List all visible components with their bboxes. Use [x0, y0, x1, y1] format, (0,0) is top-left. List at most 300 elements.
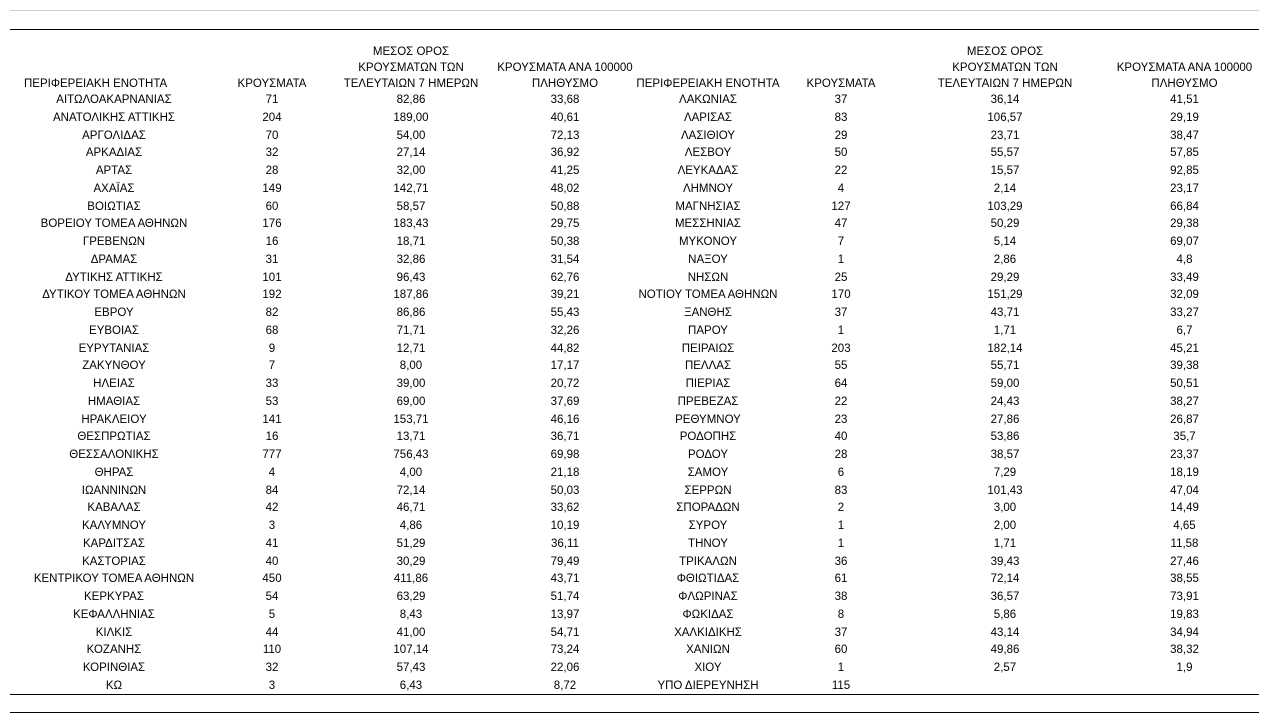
- table-row: [10, 483, 1259, 501]
- right-avg7-cell: 1,71: [993, 324, 1017, 337]
- left-per100k-cell: 33,68: [550, 94, 580, 106]
- left-avg7-cell: 51,29: [396, 537, 426, 550]
- left-cases-cell: 5: [268, 608, 276, 621]
- right-region-cell: ΡΟΔΟΠΗΣ: [679, 431, 737, 444]
- left-cases-cell: 141: [262, 413, 282, 426]
- left-region-cell: ΘΕΣΠΡΩΤΙΑΣ: [77, 431, 151, 444]
- right-avg7-cell: 50,29: [990, 218, 1020, 231]
- left-per100k-cell: 50,03: [550, 484, 580, 497]
- right-per100k-cell: 45,21: [1170, 342, 1199, 355]
- right-avg7-cell: 36,57: [990, 591, 1020, 603]
- left-avg7-cell: 69,00: [396, 395, 426, 408]
- left-avg7-cell: 8,43: [399, 608, 423, 621]
- right-per100k-cell: 69,07: [1170, 236, 1199, 248]
- left-cases-cell: 70: [265, 129, 279, 142]
- header-region-right: ΠΕΡΙΦΕΡΕΙΑΚΗ ΕΝΟΤΗΤΑ: [636, 78, 780, 90]
- left-avg7-cell: 107,14: [393, 644, 429, 657]
- right-cases-cell: 36: [834, 555, 848, 568]
- left-avg7-cell: 4,86: [399, 520, 423, 532]
- header-region-left: ΠΕΡΙΦΕΡΕΙΑΚΗ ΕΝΟΤΗΤΑ: [24, 78, 168, 90]
- left-per100k-cell: 48,02: [550, 182, 580, 195]
- left-region-cell: ΒΟΙΩΤΙΑΣ: [87, 200, 141, 213]
- left-avg7-cell: 153,71: [393, 413, 429, 426]
- header-per100k-right-line2: ΠΛΗΘΥΣΜΟ: [1151, 78, 1218, 90]
- left-per100k-cell: 62,76: [550, 271, 580, 284]
- left-avg7-cell: 58,57: [396, 200, 426, 213]
- left-cases-cell: 41: [265, 537, 279, 550]
- left-per100k-cell: 73,24: [550, 644, 580, 657]
- left-per100k-cell: 29,75: [550, 218, 580, 231]
- left-per100k-cell: 79,49: [550, 555, 580, 568]
- right-cases-cell: 1: [837, 662, 845, 674]
- right-cases-cell: 170: [831, 289, 851, 302]
- right-cases-cell: 6: [837, 466, 845, 479]
- table-row: [10, 287, 1259, 305]
- right-per100k-cell: 38,32: [1170, 644, 1199, 657]
- right-region-cell: ΦΛΩΡΙΝΑΣ: [678, 591, 738, 603]
- right-avg7-cell: 38,57: [990, 449, 1020, 461]
- right-per100k-cell: 66,84: [1170, 200, 1199, 213]
- right-region-cell: ΥΠΟ ΔΙΕΡΕΥΝΗΣΗ: [657, 679, 759, 692]
- right-cases-cell: 1: [837, 324, 845, 337]
- right-region-cell: ΧΑΛΚΙΔΙΚΗΣ: [674, 626, 742, 639]
- left-cases-cell: 42: [265, 502, 279, 515]
- right-avg7-cell: 2,57: [993, 662, 1017, 674]
- left-cases-cell: 9: [268, 342, 276, 355]
- table-row: [10, 536, 1259, 554]
- header-per100k-left-line2: ΠΛΗΘΥΣΜΟ: [531, 78, 599, 90]
- right-avg7-cell: 39,43: [990, 555, 1020, 568]
- right-avg7-cell: 2,14: [993, 182, 1017, 195]
- left-region-cell: ΚΑΡΔΙΤΣΑΣ: [83, 537, 145, 550]
- left-avg7-cell: 41,00: [396, 626, 426, 639]
- right-avg7-cell: 49,86: [990, 644, 1020, 657]
- table-row: [10, 607, 1259, 625]
- right-cases-cell: 38: [834, 591, 848, 603]
- right-avg7-cell: 103,29: [987, 200, 1023, 213]
- left-avg7-cell: 82,86: [396, 94, 426, 106]
- right-region-cell: ΜΥΚΟΝΟΥ: [678, 236, 738, 248]
- table-row: [10, 305, 1259, 323]
- left-cases-cell: 110: [262, 644, 282, 657]
- left-region-cell: ΗΜΑΘΙΑΣ: [87, 395, 141, 408]
- left-per100k-cell: 10,19: [550, 520, 580, 532]
- right-cases-cell: 2: [837, 502, 845, 515]
- right-avg7-cell: 106,57: [987, 111, 1023, 124]
- right-cases-cell: 47: [834, 218, 848, 231]
- right-per100k-cell: 38,47: [1170, 129, 1199, 142]
- right-avg7-cell: 1,71: [993, 537, 1017, 550]
- right-cases-cell: 4: [837, 182, 845, 195]
- left-region-cell: ΑΝΑΤΟΛΙΚΗΣ ΑΤΤΙΚΗΣ: [52, 111, 175, 124]
- left-avg7-cell: 756,43: [393, 449, 429, 461]
- left-region-cell: ΒΟΡΕΙΟΥ ΤΟΜΕΑ ΑΘΗΝΩΝ: [40, 218, 188, 231]
- left-region-cell: ΘΕΣΣΑΛΟΝΙΚΗΣ: [69, 449, 159, 461]
- left-avg7-cell: 39,00: [396, 378, 426, 390]
- table-row: [10, 128, 1259, 146]
- right-per100k-cell: 57,85: [1170, 147, 1199, 160]
- left-avg7-cell: 57,43: [396, 662, 426, 674]
- right-region-cell: ΛΗΜΝΟΥ: [682, 182, 734, 195]
- right-region-cell: ΤΡΙΚΑΛΩΝ: [679, 555, 737, 568]
- left-avg7-cell: 411,86: [393, 573, 429, 586]
- left-per100k-cell: 36,92: [550, 147, 580, 160]
- right-avg7-cell: 2,00: [993, 520, 1017, 532]
- left-region-cell: ΚΟΖΑΝΗΣ: [86, 644, 142, 657]
- left-cases-cell: 82: [265, 307, 279, 319]
- left-avg7-cell: 46,71: [396, 502, 426, 515]
- table-row: [10, 642, 1259, 660]
- left-per100k-cell: 32,26: [550, 324, 580, 337]
- left-cases-cell: 54: [265, 591, 279, 603]
- right-per100k-cell: 73,91: [1170, 591, 1199, 603]
- header-avg-left-line3: ΤΕΛΕΥΤΑΙΩΝ 7 ΗΜΕΡΩΝ: [343, 78, 479, 90]
- left-avg7-cell: 12,71: [396, 342, 426, 355]
- left-avg7-cell: 8,00: [399, 360, 423, 373]
- left-avg7-cell: 63,29: [396, 591, 426, 603]
- left-cases-cell: 53: [265, 395, 279, 408]
- table-row: [10, 92, 1259, 110]
- header-per100k-right: [1110, 40, 1259, 92]
- left-region-cell: ΑΡΓΟΛΙΔΑΣ: [82, 129, 146, 142]
- left-per100k-cell: 20,72: [550, 378, 580, 390]
- right-per100k-cell: [1110, 678, 1259, 696]
- right-cases-cell: 37: [834, 307, 848, 319]
- right-cases-cell: 1: [837, 520, 845, 532]
- right-cases-cell: 1: [837, 253, 845, 266]
- left-per100k-cell: 31,54: [550, 253, 580, 266]
- header-avg-right-line2: ΚΡΟΥΣΜΑΤΩΝ ΤΩΝ: [952, 62, 1058, 74]
- left-region-cell: ΚΕΦΑΛΛΗΝΙΑΣ: [73, 608, 155, 621]
- header-avg-right-line1: ΜΕΣΟΣ ΟΡΟΣ: [966, 46, 1044, 58]
- left-cases-cell: 40: [265, 555, 279, 568]
- left-cases-cell: 31: [265, 253, 279, 266]
- table-row: [10, 181, 1259, 199]
- right-avg7-cell: 182,14: [987, 342, 1023, 355]
- table-row: [10, 589, 1259, 607]
- left-per100k-cell: 22,06: [550, 662, 580, 674]
- left-avg7-cell: 32,86: [396, 253, 426, 266]
- right-region-cell: ΤΗΝΟΥ: [688, 537, 728, 550]
- right-avg7-cell: 36,14: [990, 94, 1020, 106]
- left-region-cell: ΚΑΣΤΟΡΙΑΣ: [82, 555, 146, 568]
- left-cases-cell: 204: [262, 111, 282, 124]
- left-per100k-cell: 50,88: [550, 200, 580, 213]
- left-per100k-cell: 72,13: [550, 129, 580, 142]
- right-per100k-cell: 38,27: [1170, 395, 1199, 408]
- right-cases-cell: 61: [834, 573, 848, 586]
- left-avg7-cell: 6,43: [399, 679, 423, 692]
- left-per100k-cell: 69,98: [550, 449, 580, 461]
- right-per100k-cell: 32,09: [1170, 289, 1199, 302]
- left-cases-cell: 3: [268, 520, 276, 532]
- right-per100k-cell: 39,38: [1170, 360, 1199, 373]
- table-row: [10, 412, 1259, 430]
- left-cases-cell: 16: [265, 431, 279, 444]
- right-region-cell: ΧΙΟΥ: [694, 662, 722, 674]
- left-cases-cell: 60: [265, 200, 279, 213]
- table-row: [10, 465, 1259, 483]
- left-cases-cell: 4: [268, 466, 276, 479]
- right-per100k-cell: 26,87: [1170, 413, 1199, 426]
- table-row: [10, 554, 1259, 572]
- right-per100k-cell: 18,19: [1170, 466, 1199, 479]
- table-row: [10, 234, 1259, 252]
- left-avg7-cell: 72,14: [396, 484, 426, 497]
- right-cases-cell: 28: [834, 449, 848, 461]
- right-per100k-cell: 29,38: [1170, 218, 1199, 231]
- table-row: [10, 518, 1259, 536]
- left-cases-cell: 44: [265, 626, 279, 639]
- left-region-cell: ΔΥΤΙΚΟΥ ΤΟΜΕΑ ΑΘΗΝΩΝ: [42, 289, 186, 302]
- left-cases-cell: 176: [262, 218, 282, 231]
- right-avg7-cell: [900, 678, 1110, 696]
- left-cases-cell: 16: [265, 236, 279, 248]
- right-region-cell: ΝΗΣΩΝ: [687, 271, 729, 284]
- right-region-cell: ΛΑΡΙΣΑΣ: [683, 111, 733, 124]
- right-per100k-cell: 35,7: [1173, 431, 1196, 444]
- table-row: [10, 358, 1259, 376]
- left-per100k-cell: 44,82: [550, 342, 580, 355]
- left-per100k-cell: 8,72: [553, 679, 577, 692]
- left-cases-cell: 777: [262, 449, 282, 461]
- right-avg7-cell: 3,00: [993, 502, 1017, 515]
- header-per100k-right-line1: ΚΡΟΥΣΜΑΤΑ ΑΝΑ 100000: [1116, 62, 1253, 74]
- right-per100k-cell: 23,37: [1170, 449, 1199, 461]
- right-cases-cell: 37: [834, 94, 848, 106]
- left-cases-cell: 3: [268, 679, 276, 692]
- right-per100k-cell: 38,55: [1170, 573, 1199, 586]
- left-avg7-cell: 142,71: [393, 182, 429, 195]
- left-region-cell: ΓΡΕΒΕΝΩΝ: [82, 236, 146, 248]
- left-cases-cell: 32: [265, 147, 279, 160]
- right-cases-cell: 83: [834, 484, 848, 497]
- table-row: [10, 394, 1259, 412]
- right-region-cell: ΛΕΥΚΑΔΑΣ: [677, 165, 739, 177]
- right-cases-cell: 7: [837, 236, 845, 248]
- right-per100k-cell: 6,7: [1176, 324, 1193, 337]
- left-region-cell: ΙΩΑΝΝΙΝΩΝ: [81, 484, 147, 497]
- right-cases-cell: 22: [834, 395, 848, 408]
- right-per100k-cell: 34,94: [1170, 626, 1199, 639]
- left-region-cell: ΑΡΚΑΔΙΑΣ: [85, 147, 143, 160]
- right-region-cell: ΠΕΛΛΑΣ: [684, 360, 732, 373]
- left-cases-cell: 84: [265, 484, 279, 497]
- left-region-cell: ΑΡΤΑΣ: [95, 165, 133, 177]
- left-region-cell: ΚΑΒΑΛΑΣ: [87, 502, 141, 515]
- table-row: [10, 625, 1259, 643]
- right-per100k-cell: 19,83: [1170, 608, 1199, 621]
- header-avg-right-line3: ΤΕΛΕΥΤΑΙΩΝ 7 ΗΜΕΡΩΝ: [937, 78, 1073, 90]
- right-avg7-cell: 27,86: [990, 413, 1020, 426]
- left-avg7-cell: 4,00: [399, 466, 423, 479]
- right-region-cell: ΝΑΞΟΥ: [688, 253, 728, 266]
- left-per100k-cell: 46,16: [550, 413, 580, 426]
- left-per100k-cell: 21,18: [550, 466, 580, 479]
- cases-table: [10, 40, 1259, 696]
- right-avg7-cell: 2,86: [993, 253, 1017, 266]
- left-per100k-cell: 51,74: [550, 591, 580, 603]
- left-per100k-cell: 54,71: [550, 626, 580, 639]
- right-avg7-cell: 151,29: [987, 289, 1023, 302]
- left-per100k-cell: 50,38: [550, 236, 580, 248]
- right-per100k-cell: 29,19: [1170, 111, 1199, 124]
- right-cases-cell: 203: [831, 342, 851, 355]
- header-per100k-left: [496, 40, 634, 92]
- left-region-cell: ΔΥΤΙΚΗΣ ΑΤΤΙΚΗΣ: [65, 271, 163, 284]
- right-avg7-cell: 5,86: [993, 608, 1017, 621]
- right-region-cell: ΧΑΝΙΩΝ: [686, 644, 730, 657]
- right-cases-cell: 37: [834, 626, 848, 639]
- right-region-cell: ΛΑΣΙΘΙΟΥ: [680, 129, 736, 142]
- right-cases-cell: 8: [837, 608, 845, 621]
- table-body: [10, 92, 1259, 696]
- left-per100k-cell: 36,71: [550, 431, 580, 444]
- left-avg7-cell: 18,71: [396, 236, 426, 248]
- right-region-cell: ΣΕΡΡΩΝ: [684, 484, 732, 497]
- table-row: [10, 429, 1259, 447]
- left-region-cell: ΕΥΒΟΙΑΣ: [89, 324, 139, 337]
- right-region-cell: ΣΠΟΡΑΔΩΝ: [676, 502, 740, 515]
- left-cases-cell: 32: [265, 662, 279, 674]
- right-region-cell: ΜΑΓΝΗΣΙΑΣ: [675, 200, 741, 213]
- left-per100k-cell: 17,17: [550, 360, 580, 373]
- right-avg7-cell: 43,14: [990, 626, 1020, 639]
- table-row: [10, 500, 1259, 518]
- right-region-cell: ΝΟΤΙΟΥ ΤΟΜΕΑ ΑΘΗΝΩΝ: [638, 289, 778, 302]
- table-row: [10, 571, 1259, 589]
- right-per100k-cell: 14,49: [1170, 502, 1199, 515]
- right-region-cell: ΣΥΡΟΥ: [688, 520, 728, 532]
- left-per100k-cell: 55,43: [550, 307, 580, 319]
- right-avg7-cell: 5,14: [993, 236, 1017, 248]
- left-cases-cell: 71: [265, 94, 279, 106]
- right-per100k-cell: 4,65: [1173, 520, 1196, 532]
- right-per100k-cell: 4,8: [1176, 253, 1193, 266]
- right-cases-cell: 29: [834, 129, 848, 142]
- header-cases-left: ΚΡΟΥΣΜΑΤΑ: [237, 78, 307, 90]
- right-cases-cell: 55: [834, 360, 848, 373]
- left-cases-cell: 450: [262, 573, 282, 586]
- left-avg7-cell: 183,43: [393, 218, 429, 231]
- right-per100k-cell: 92,85: [1170, 165, 1199, 177]
- left-cases-cell: 7: [268, 360, 276, 373]
- left-avg7-cell: 96,43: [396, 271, 426, 284]
- right-cases-cell: 23: [834, 413, 848, 426]
- right-avg7-cell: 53,86: [990, 431, 1020, 444]
- header-avg-left: [326, 40, 496, 92]
- left-region-cell: ΔΡΑΜΑΣ: [90, 253, 138, 266]
- right-avg7-cell: 23,71: [990, 129, 1020, 142]
- right-cases-cell: 64: [834, 378, 848, 390]
- right-per100k-cell: 11,58: [1170, 537, 1199, 550]
- left-region-cell: ΑΙΤΩΛΟΑΚΑΡΝΑΝΙΑΣ: [56, 94, 172, 106]
- right-cases-cell: 1: [837, 537, 845, 550]
- right-cases-cell: 50: [834, 147, 848, 160]
- table-row: [10, 341, 1259, 359]
- left-region-cell: ΗΡΑΚΛΕΙΟΥ: [81, 413, 147, 426]
- right-per100k-cell: 47,04: [1170, 484, 1199, 497]
- table-bottom-rule: [10, 694, 1259, 695]
- left-cases-cell: 68: [265, 324, 279, 337]
- bottom-rule: [10, 712, 1259, 713]
- right-avg7-cell: 55,57: [990, 147, 1020, 160]
- right-region-cell: ΞΑΝΘΗΣ: [684, 307, 732, 319]
- left-avg7-cell: 189,00: [393, 111, 429, 124]
- table-row: [10, 110, 1259, 128]
- header-avg-left-line1: ΜΕΣΟΣ ΟΡΟΣ: [372, 46, 450, 58]
- left-per100k-cell: 41,25: [550, 165, 580, 177]
- table-row: [10, 376, 1259, 394]
- header-avg-left-line2: ΚΡΟΥΣΜΑΤΩΝ ΤΩΝ: [358, 62, 464, 74]
- table-row: [10, 447, 1259, 465]
- right-region-cell: ΡΟΔΟΥ: [687, 449, 729, 461]
- left-region-cell: ΘΗΡΑΣ: [94, 466, 134, 479]
- table-row: [10, 163, 1259, 181]
- right-avg7-cell: 55,71: [990, 360, 1020, 373]
- right-region-cell: ΡΕΘΥΜΝΟΥ: [675, 413, 741, 426]
- left-per100k-cell: 43,71: [550, 573, 580, 586]
- left-avg7-cell: 32,00: [396, 165, 426, 177]
- right-avg7-cell: 15,57: [990, 165, 1020, 177]
- right-cases-cell: 22: [834, 165, 848, 177]
- right-per100k-cell: 1,9: [1176, 662, 1193, 674]
- left-per100k-cell: 13,97: [550, 608, 580, 621]
- table-row: [10, 678, 1259, 696]
- right-avg7-cell: 24,43: [990, 395, 1020, 408]
- header-avg-right: [900, 40, 1110, 92]
- left-region-cell: ΚΟΡΙΝΘΙΑΣ: [82, 662, 146, 674]
- right-avg7-cell: 72,14: [990, 573, 1020, 586]
- left-region-cell: ΕΥΡΥΤΑΝΙΑΣ: [78, 342, 150, 355]
- right-region-cell: ΣΑΜΟΥ: [687, 466, 729, 479]
- right-per100k-cell: 27,46: [1170, 555, 1199, 568]
- left-region-cell: ΚΙΛΚΙΣ: [95, 626, 133, 639]
- right-region-cell: ΠΡΕΒΕΖΑΣ: [677, 395, 739, 408]
- left-per100k-cell: 40,61: [550, 111, 580, 124]
- right-avg7-cell: 29,29: [990, 271, 1020, 284]
- table-row: [10, 216, 1259, 234]
- right-region-cell: ΛΑΚΩΝΙΑΣ: [679, 94, 737, 106]
- table-row: [10, 270, 1259, 288]
- table-top-rule: [10, 29, 1259, 30]
- left-per100k-cell: 33,62: [550, 502, 580, 515]
- right-cases-cell: 60: [834, 644, 848, 657]
- right-region-cell: ΠΑΡΟΥ: [688, 324, 728, 337]
- left-region-cell: ΖΑΚΥΝΘΟΥ: [82, 360, 146, 373]
- left-region-cell: ΚΩ: [105, 679, 123, 692]
- right-region-cell: ΦΩΚΙΔΑΣ: [682, 608, 734, 621]
- header-per100k-left-line1: ΚΡΟΥΣΜΑΤΑ ΑΝΑ 100000: [497, 62, 633, 74]
- right-avg7-cell: 43,71: [990, 307, 1020, 319]
- table-row: [10, 145, 1259, 163]
- right-avg7-cell: 59,00: [990, 378, 1020, 390]
- table-row: [10, 199, 1259, 217]
- top-thin-rule: [10, 10, 1259, 11]
- left-cases-cell: 28: [265, 165, 279, 177]
- left-cases-cell: 101: [262, 271, 282, 284]
- left-region-cell: ΚΕΝΤΡΙΚΟΥ ΤΟΜΕΑ ΑΘΗΝΩΝ: [33, 573, 195, 586]
- left-region-cell: ΕΒΡΟΥ: [94, 307, 134, 319]
- left-avg7-cell: 54,00: [396, 129, 426, 142]
- left-cases-cell: 33: [265, 378, 279, 390]
- left-region-cell: ΑΧΑΪΑΣ: [93, 182, 135, 195]
- left-cases-cell: 149: [262, 182, 282, 195]
- header-cases-right: ΚΡΟΥΣΜΑΤΑ: [806, 78, 876, 90]
- right-per100k-cell: 33,49: [1170, 271, 1199, 284]
- left-avg7-cell: 86,86: [396, 307, 426, 319]
- right-per100k-cell: 41,51: [1170, 94, 1199, 106]
